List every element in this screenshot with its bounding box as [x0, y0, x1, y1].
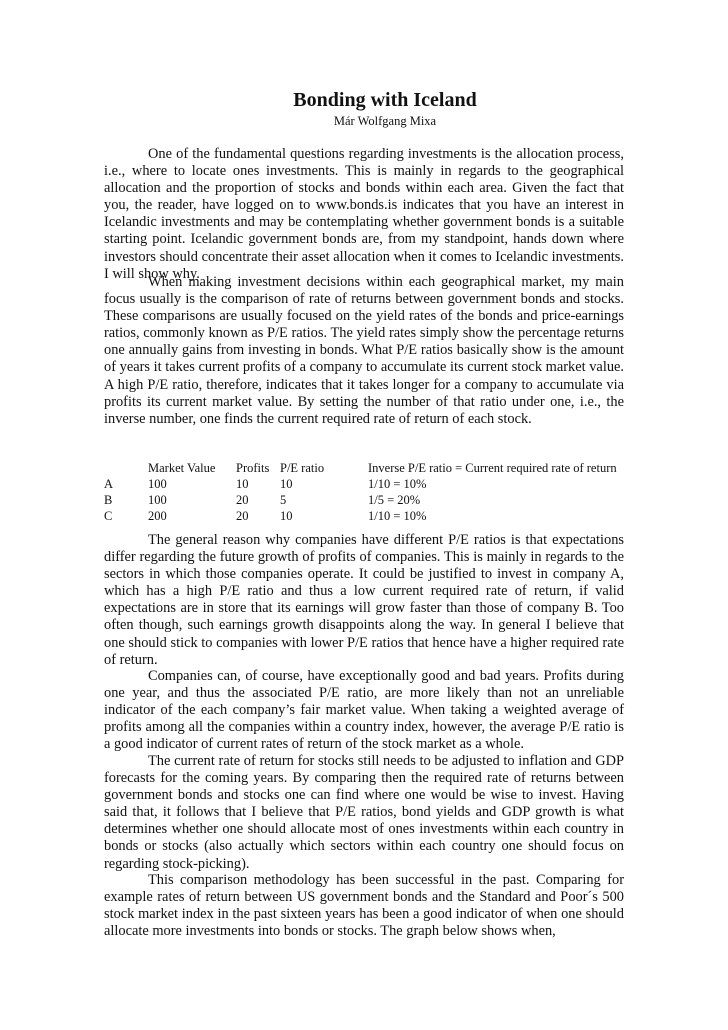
table-cell: 10	[280, 477, 293, 491]
table-cell: 10	[280, 509, 293, 523]
table-cell: 200	[148, 509, 167, 523]
table-cell: C	[104, 509, 113, 523]
table-cell: A	[104, 477, 114, 491]
paragraph-4: Companies can, of course, have exceptionally good and bad years. Profits during one year, and thus the associated P/E ratio, are more likely than not an unreliable indicator of the each company’s fair market value. When taking a weighted average of profits among all the companies within a country index, however, the average P/E ratio is a good indicator of current rates of return of the stock market as a whole.	[104, 668, 624, 753]
document-title: Bonding with Iceland	[293, 89, 477, 111]
table-cell: 1/10 = 10%	[368, 477, 427, 491]
table-cell: 10	[236, 477, 249, 491]
table-header-row	[104, 460, 624, 476]
table-cell: B	[104, 493, 113, 507]
table-row	[104, 476, 624, 492]
paragraph-2: When making investment decisions within each geographical market, my main focus usually is the comparison of rate of returns between government bonds and stocks. These comparisons are usually focused on the yield rates of the bonds and price-earnings ratios, commonly known as P/E ratios. The yield rates simply show the percentage returns one annually gains from investing in bonds. What P/E ratios basically show is the amount of years it takes current profits of a company to accumulate its current stock market value. A high P/E ratio, therefore, indicates that it takes longer for a company to accumulate via profits its current market value. By setting the number of that ratio under one, i.e., the inverse number, one finds the current required rate of return of each stock.	[104, 274, 624, 427]
table-header-cell: Market Value	[148, 461, 216, 475]
table-row	[104, 492, 624, 508]
paragraph-1: One of the fundamental questions regarding investments is the allocation process, i.e., where to locate ones investments. This is mainly in regards to the geographical allocation and the proportion of stocks and bonds within each area. Given the fact that you, the reader, have logged on to www.bonds.is indicates that you have an interest in Icelandic investments and may be contemplating whether government bonds is a suitable starting point. Icelandic government bonds are, from my standpoint, hands down where investors should concentrate their asset allocation when it comes to Icelandic investments. I will show why.	[104, 146, 624, 282]
paragraph-5: The current rate of return for stocks still needs to be adjusted to inflation and GDP forecasts for the coming years. By comparing then the required rate of returns between government bonds and stocks one can find where one would be wise to invest. Having said that, it follows that I believe that P/E ratios, bond yields and GDP growth is what determines whether one should allocate most of ones investments within each country in bonds or stocks (also actually which sectors within each country one should focus on regarding stock-picking).	[104, 753, 624, 872]
table-cell: 20	[236, 509, 249, 523]
document-author: Már Wolfgang Mixa	[333, 114, 437, 128]
table-row	[104, 508, 624, 524]
table-cell: 5	[280, 493, 287, 507]
table-cell: 1/10 = 10%	[368, 509, 427, 523]
paragraph-3: The general reason why companies have different P/E ratios is that expectations differ regarding the future growth of profits of companies. This is mainly in regards to the sectors in which those companies operate. It could be justified to invest in company A, which has a high P/E ratio and thus a low current required rate of return, if valid expectations are in store that its earnings will grow faster than those of company B. Too often though, such earnings growth disappoints along the way. In general I believe that one should stick to companies with lower P/E ratios that hence have a higher required rate of return.	[104, 532, 624, 668]
table-cell: 100	[148, 493, 167, 507]
table-cell: 1/5 = 20%	[368, 493, 421, 507]
table-cell: 100	[148, 477, 167, 491]
table-header-cell: Profits	[236, 461, 270, 475]
pe-ratio-table	[104, 460, 624, 524]
table-header-cell	[104, 460, 148, 476]
table-header-cell: P/E ratio	[280, 461, 325, 475]
paragraph-6: This comparison methodology has been successful in the past. Comparing for example rates of return between US government bonds and the Standard and Poor´s 500 stock market index in the past sixteen years has been a good indicator of when one should allocate more investments into bonds or stocks. The graph below shows when,	[104, 872, 624, 940]
table-cell: 20	[236, 493, 249, 507]
table-header-cell: Inverse P/E ratio = Current required rate of return	[368, 461, 617, 475]
